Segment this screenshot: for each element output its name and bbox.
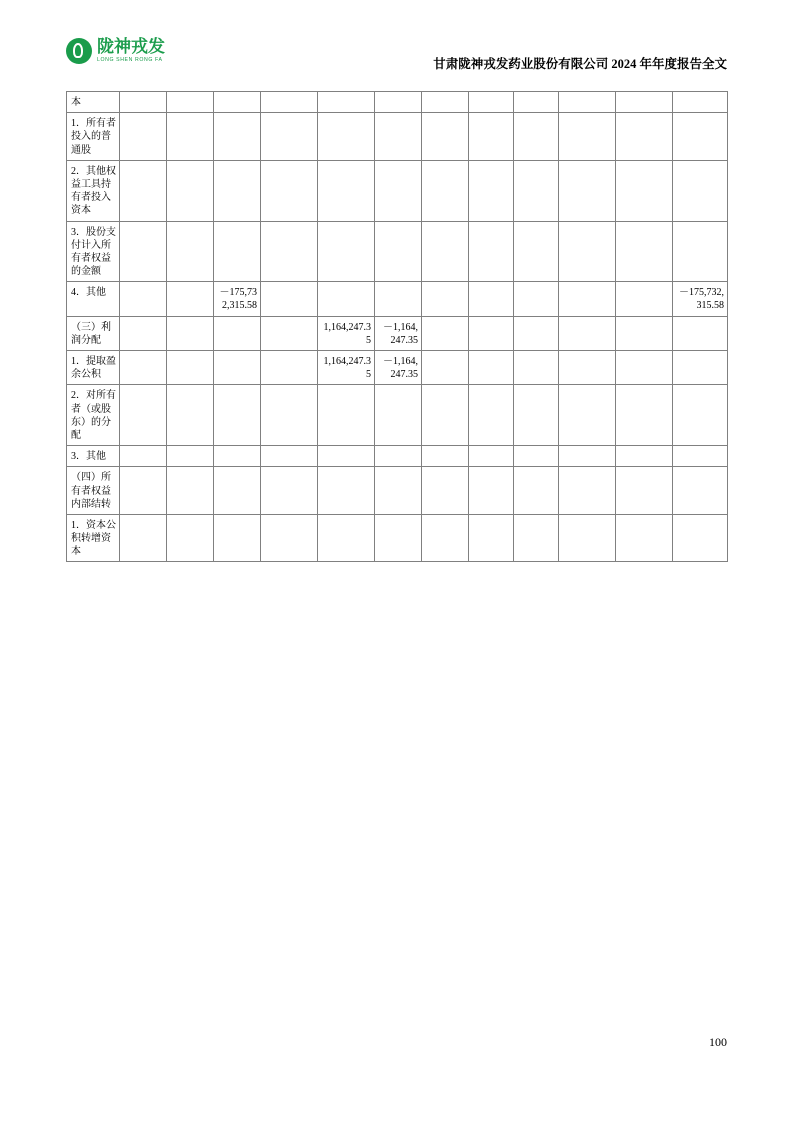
row-label: 3．股份支付计入所有者权益的金额 [67, 221, 120, 282]
row-cell [318, 92, 375, 113]
row-cell [120, 92, 167, 113]
row-cell [214, 351, 261, 385]
row-cell [559, 446, 616, 467]
row-cell [616, 113, 673, 161]
row-cell [167, 160, 214, 221]
row-label: 2．对所有者（或股东）的分配 [67, 385, 120, 446]
row-cell [120, 385, 167, 446]
page-number: 100 [709, 1035, 727, 1049]
row-cell: －1,164,247.35 [375, 316, 422, 350]
row-cell [514, 467, 559, 515]
row-cell [261, 221, 318, 282]
row-cell [120, 467, 167, 515]
row-cell [120, 351, 167, 385]
row-cell [559, 221, 616, 282]
row-cell [469, 351, 514, 385]
row-cell [559, 92, 616, 113]
row-cell [318, 221, 375, 282]
row-cell [214, 514, 261, 562]
row-cell [616, 282, 673, 316]
row-cell [673, 160, 728, 221]
row-cell [422, 113, 469, 161]
row-cell [318, 113, 375, 161]
logo-pinyin-name: LONG SHEN RONG FA [97, 57, 163, 64]
row-cell [422, 467, 469, 515]
row-cell [514, 282, 559, 316]
table-row [67, 446, 728, 467]
row-cell [616, 221, 673, 282]
logo-chinese-name: 陇神戎发 [97, 37, 165, 57]
row-cell [214, 316, 261, 350]
row-cell [514, 160, 559, 221]
table-row [67, 514, 728, 562]
row-cell [375, 385, 422, 446]
row-cell [469, 92, 514, 113]
row-cell [375, 113, 422, 161]
row-cell [120, 514, 167, 562]
row-cell [559, 113, 616, 161]
table-row [67, 385, 728, 446]
row-cell [261, 385, 318, 446]
row-cell [375, 514, 422, 562]
row-cell [261, 316, 318, 350]
table-row [67, 221, 728, 282]
row-cell [261, 467, 318, 515]
row-cell [261, 160, 318, 221]
row-label: 1．所有者投入的普通股 [67, 113, 120, 161]
row-cell [261, 446, 318, 467]
row-cell [422, 351, 469, 385]
row-label: 1．资本公积转增资本 [67, 514, 120, 562]
row-cell [422, 316, 469, 350]
row-cell [167, 514, 214, 562]
logo-mark-icon [66, 38, 92, 64]
row-cell [375, 467, 422, 515]
row-cell [167, 351, 214, 385]
row-cell [167, 221, 214, 282]
row-cell [673, 92, 728, 113]
row-cell [514, 514, 559, 562]
row-cell [167, 316, 214, 350]
report-header-title: 甘肃陇神戎发药业股份有限公司 2024 年年度报告全文 [433, 57, 727, 71]
row-label: （三）利润分配 [67, 316, 120, 350]
changes-in-equity-table [66, 91, 728, 562]
row-cell [318, 160, 375, 221]
row-cell [559, 316, 616, 350]
row-cell [673, 221, 728, 282]
row-cell [469, 467, 514, 515]
table-row [67, 316, 728, 350]
row-cell [559, 282, 616, 316]
row-cell [318, 282, 375, 316]
row-cell [422, 514, 469, 562]
row-cell [375, 160, 422, 221]
row-cell [559, 467, 616, 515]
row-cell [673, 514, 728, 562]
row-cell [514, 316, 559, 350]
row-cell [616, 446, 673, 467]
row-cell [673, 316, 728, 350]
row-cell [469, 446, 514, 467]
row-label: 1．提取盈余公积 [67, 351, 120, 385]
row-cell [673, 385, 728, 446]
row-cell [422, 385, 469, 446]
row-cell [469, 316, 514, 350]
row-cell [559, 514, 616, 562]
row-cell [167, 385, 214, 446]
row-cell [514, 221, 559, 282]
row-cell [616, 316, 673, 350]
statement-table-container [66, 91, 727, 562]
row-cell [318, 514, 375, 562]
row-cell [120, 446, 167, 467]
row-cell [422, 160, 469, 221]
row-cell [616, 385, 673, 446]
row-cell [167, 92, 214, 113]
table-row [67, 467, 728, 515]
row-cell [559, 160, 616, 221]
row-cell [559, 385, 616, 446]
row-label: （四）所有者权益内部结转 [67, 467, 120, 515]
row-cell [559, 351, 616, 385]
row-cell [261, 514, 318, 562]
row-cell [673, 446, 728, 467]
row-cell [318, 467, 375, 515]
table-row [67, 160, 728, 221]
row-cell [514, 92, 559, 113]
table-row [67, 113, 728, 161]
table-row [67, 282, 728, 316]
row-cell [375, 221, 422, 282]
row-cell [469, 160, 514, 221]
row-cell [673, 113, 728, 161]
row-cell [120, 113, 167, 161]
row-cell [167, 446, 214, 467]
row-cell [261, 113, 318, 161]
logo-text [97, 38, 165, 63]
table-row [67, 351, 728, 385]
row-cell [214, 446, 261, 467]
row-cell [167, 467, 214, 515]
row-cell [422, 92, 469, 113]
row-cell [120, 221, 167, 282]
row-cell [514, 113, 559, 161]
row-cell [318, 446, 375, 467]
row-cell [422, 282, 469, 316]
row-cell [469, 282, 514, 316]
row-cell: －1,164,247.35 [375, 351, 422, 385]
row-label: 4．其他 [67, 282, 120, 316]
table-row [67, 92, 728, 113]
row-cell [616, 92, 673, 113]
row-cell [120, 282, 167, 316]
row-cell [375, 92, 422, 113]
row-cell [514, 446, 559, 467]
row-cell [469, 113, 514, 161]
row-cell [214, 160, 261, 221]
row-cell [167, 282, 214, 316]
row-cell [616, 467, 673, 515]
row-cell [375, 446, 422, 467]
row-cell [616, 351, 673, 385]
row-cell [214, 467, 261, 515]
row-cell [214, 113, 261, 161]
row-cell [514, 385, 559, 446]
row-cell [120, 316, 167, 350]
row-cell [214, 92, 261, 113]
row-cell [469, 221, 514, 282]
row-cell [120, 160, 167, 221]
row-cell: －175,732,315.58 [673, 282, 728, 316]
row-cell [318, 385, 375, 446]
row-cell [214, 385, 261, 446]
row-cell: 1,164,247.35 [318, 316, 375, 350]
row-label: 2．其他权益工具持有者投入资本 [67, 160, 120, 221]
row-cell [261, 92, 318, 113]
row-cell [422, 446, 469, 467]
row-cell [616, 160, 673, 221]
row-cell [214, 221, 261, 282]
company-logo [66, 38, 165, 64]
row-label: 3．其他 [67, 446, 120, 467]
row-cell [469, 514, 514, 562]
row-cell [422, 221, 469, 282]
page-header [66, 38, 727, 82]
row-cell: －175,732,315.58 [214, 282, 261, 316]
row-cell [261, 282, 318, 316]
row-cell [469, 385, 514, 446]
row-cell [673, 351, 728, 385]
row-cell [514, 351, 559, 385]
row-cell [673, 467, 728, 515]
row-cell [167, 113, 214, 161]
row-cell: 1,164,247.35 [318, 351, 375, 385]
row-cell [375, 282, 422, 316]
row-cell [616, 514, 673, 562]
row-cell [261, 351, 318, 385]
row-label: 本 [67, 92, 120, 113]
